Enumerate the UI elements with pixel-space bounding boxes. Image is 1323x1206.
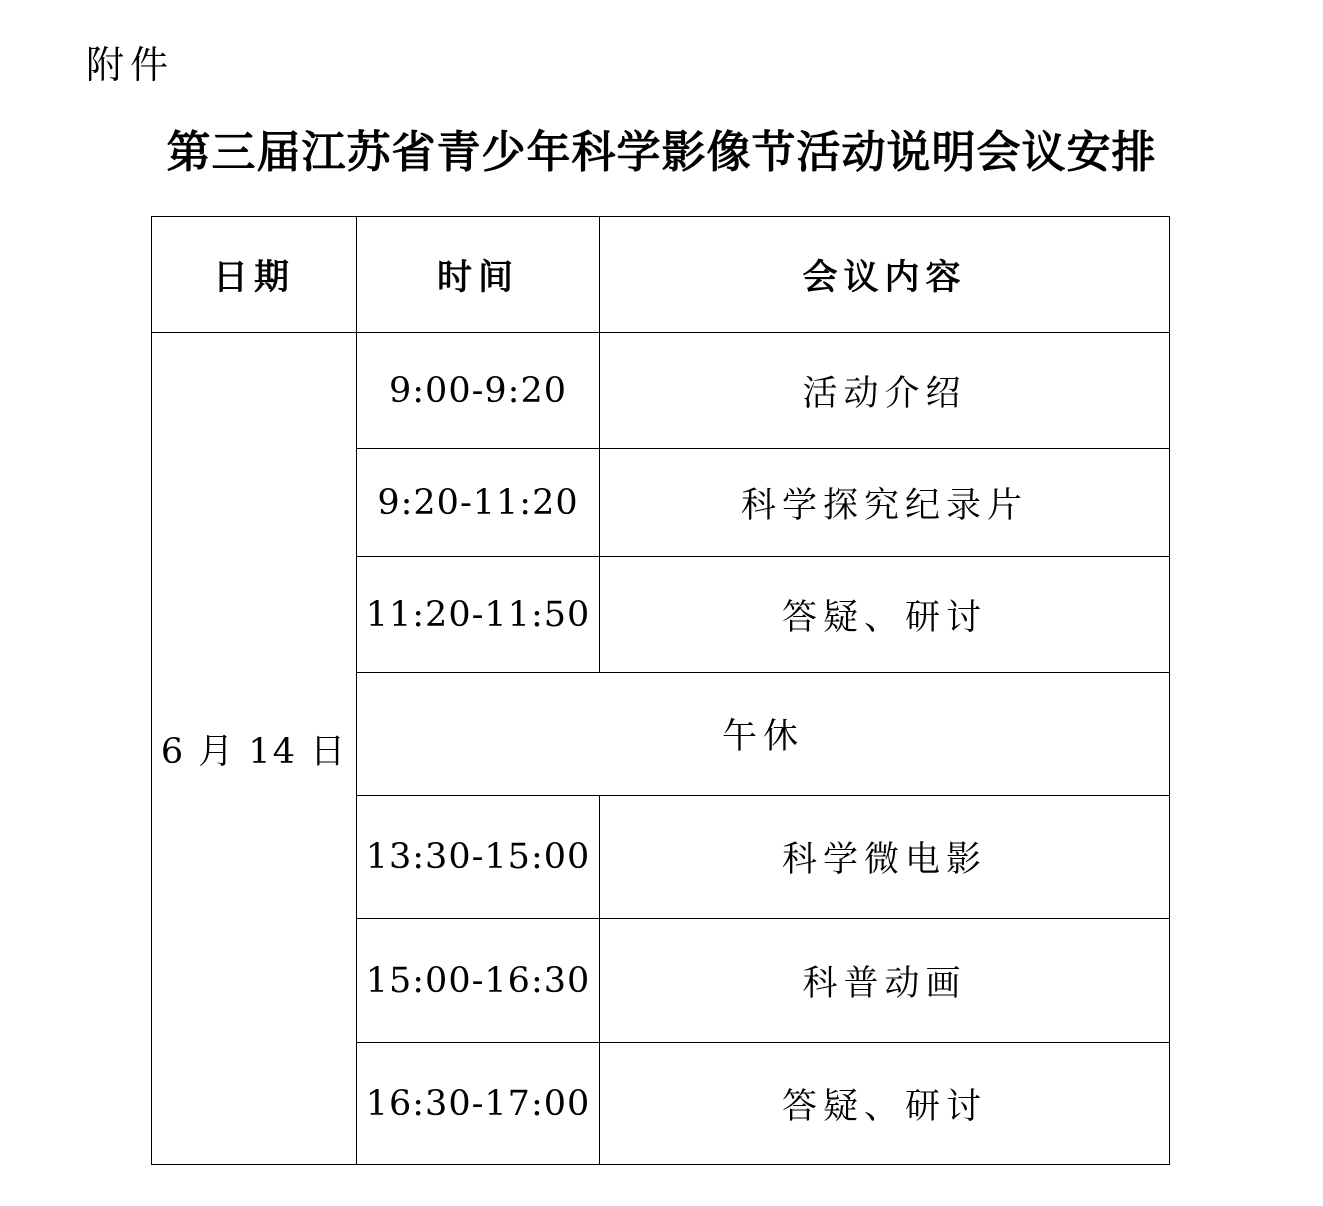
- content-cell: 科普动画: [600, 919, 1170, 1043]
- date-cell: 6 月 14 日: [152, 333, 357, 1165]
- content-cell: 答疑、研讨: [600, 1043, 1170, 1165]
- schedule-table: [151, 216, 1170, 1165]
- time-cell: 13:30-15:00: [357, 796, 600, 919]
- header-date: 日期: [152, 217, 357, 333]
- content-cell: 科学探究纪录片: [600, 449, 1170, 557]
- attachment-label: 附件: [86, 43, 175, 87]
- time-cell: 9:00-9:20: [357, 333, 600, 449]
- time-cell: 15:00-16:30: [357, 919, 600, 1043]
- header-time: 时间: [357, 217, 600, 333]
- content-cell: 答疑、研讨: [600, 557, 1170, 673]
- time-cell: 11:20-11:50: [357, 557, 600, 673]
- table-header-row: [152, 217, 1170, 333]
- lunch-break-cell: 午休: [357, 673, 1170, 796]
- time-cell: 9:20-11:20: [357, 449, 600, 557]
- header-content: 会议内容: [600, 217, 1170, 333]
- table-row: [152, 333, 1170, 449]
- page-title: 第三届江苏省青少年科学影像节活动说明会议安排: [166, 127, 1157, 178]
- time-cell: 16:30-17:00: [357, 1043, 600, 1165]
- content-cell: 活动介绍: [600, 333, 1170, 449]
- content-cell: 科学微电影: [600, 796, 1170, 919]
